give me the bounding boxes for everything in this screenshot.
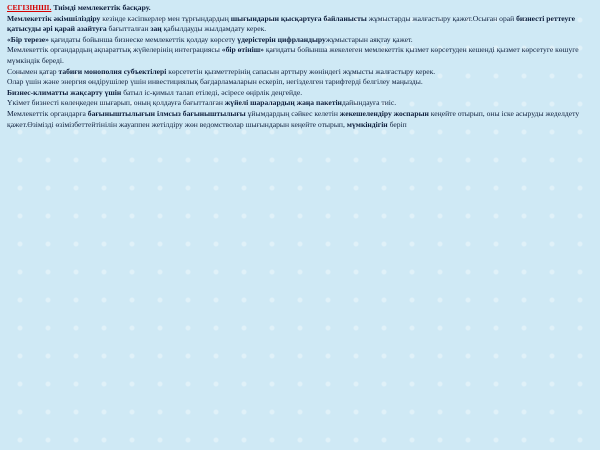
text-run: кеңейте отырып, bbox=[289, 119, 347, 129]
text-run: бағыныштылығын bbox=[87, 108, 156, 118]
text-run: дайындауға тиіс. bbox=[341, 98, 397, 108]
paragraph bbox=[7, 77, 594, 88]
text-run: қағидаты бойынша бизнеске мемлекеттік қолдау көрсету bbox=[48, 34, 238, 44]
paragraph bbox=[7, 35, 594, 46]
text-run: Мемлекеттік әкімшіліздіру bbox=[7, 13, 101, 23]
paragraph bbox=[7, 45, 594, 66]
text-run: заң bbox=[150, 24, 162, 34]
paragraph bbox=[7, 109, 594, 130]
text-run: ұйымдардың сәйкес келетін bbox=[245, 108, 340, 118]
text-run: бағытталған bbox=[106, 24, 151, 34]
text-run: кезінде кәсіпкерлер мен тұрғындардың bbox=[100, 13, 231, 23]
body-text bbox=[7, 14, 594, 131]
text-run: мүмкіндігін bbox=[346, 119, 388, 129]
paragraph bbox=[7, 67, 594, 78]
text-run: кеңейте отырып, оны іске асыруды жеделдету қажет.Өзімізді өзімізбеттейтінілін жауаппен жетілдіру жөн ведомстволар шығындарын bbox=[7, 108, 580, 129]
text-run: жүйелі шаралардың жаңа пакетін bbox=[224, 98, 342, 108]
section-title: Тиімді мемлекеттік басқару. bbox=[53, 3, 151, 12]
text-run: Сонымен қатар bbox=[7, 66, 59, 76]
text-run: беріп bbox=[387, 119, 407, 129]
text-run: шығындарын қысқартуға байланысты bbox=[230, 13, 367, 23]
paragraph bbox=[7, 88, 594, 99]
paragraph bbox=[7, 14, 594, 35]
text-run: бизнесті реттеуге қатысуды әрі қарай азайтуға bbox=[7, 13, 575, 34]
section-number: СЕГІЗІНШІ. bbox=[7, 3, 52, 12]
text-run: табиғи монополия субъектілері bbox=[58, 66, 167, 76]
text-run: бағыныштылығы bbox=[182, 108, 246, 118]
text-run: Мемлекеттік органдардың ақпараттық жүйелерінің интеграциясы bbox=[7, 45, 222, 55]
text-run: «Бір терезе» bbox=[7, 34, 49, 44]
text-run: Олар үшін және энергия өндірушілер үшін инвестициялық бағдарламаларын ескеріп, негізделген тарифтерді белгілеу маңызды. bbox=[7, 77, 423, 87]
text-run: жекешелендіру жоспарын bbox=[339, 108, 429, 118]
text-run: жұмыстарын аяқтау қажет. bbox=[325, 34, 413, 44]
text-run: жұмыстарды жалғастыру қажет.Осыған орай bbox=[366, 13, 517, 23]
text-run: Мемлекеттік органдарға bbox=[7, 108, 88, 118]
text-run: ілмсыз bbox=[156, 108, 181, 118]
text-run: үдерістерін цифрландыру bbox=[237, 34, 326, 44]
text-run: Бизнес-климатты жақсарту үшін bbox=[7, 87, 122, 97]
text-run: «бір өтініш» bbox=[221, 45, 264, 55]
paragraph bbox=[7, 98, 594, 109]
text-run: қағидаты бойынша жекелеген мемлекеттік қызмет көрсетуден кешенді қызмет көрсетуге көшуге мүмкіндік береді. bbox=[7, 45, 579, 65]
text-run: Үкімет бизнесті көлеңкеден шығарып, оның қолдауға бағытталған bbox=[7, 98, 225, 108]
text-run: қабылдауды жылдамдату керек. bbox=[161, 24, 267, 34]
section-heading bbox=[7, 3, 594, 14]
text-run: батыл іс-қимыл талап етіледі, әсіресе өңірлік деңгейде. bbox=[121, 87, 303, 97]
text-run: көрсететін қызметтерінің сапасын арттыру жөніндегі жұмысты жалғастыру керек. bbox=[166, 66, 436, 76]
